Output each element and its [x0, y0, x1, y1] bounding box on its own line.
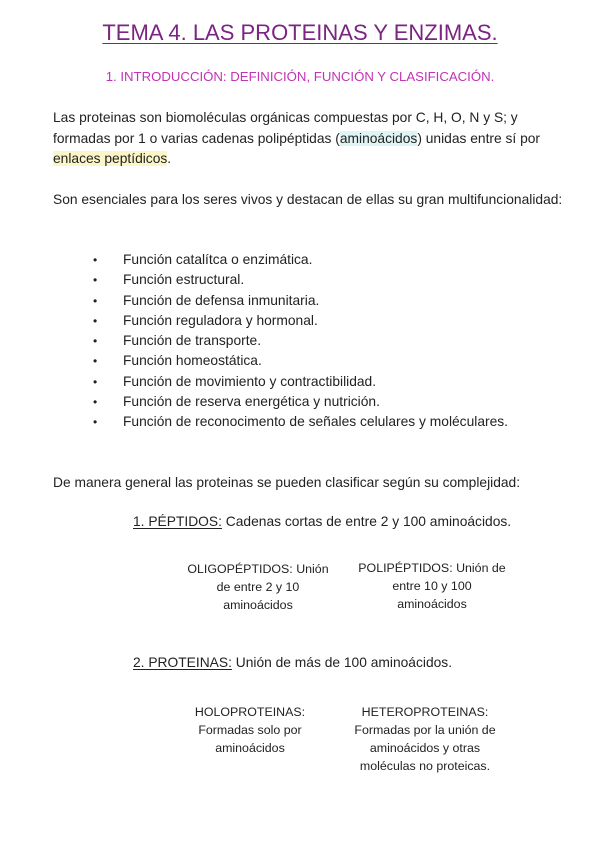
multi-text-a: Son esenciales para los seres vivos y destacan de ellas su gran — [53, 192, 448, 207]
highlight-aminoacidos: aminoácidos — [339, 130, 418, 146]
classification-intro: De manera general las proteinas se pueden clasificar según su complejidad: — [53, 475, 521, 490]
multi-text-b: : — [558, 192, 563, 207]
proteins-heading — [133, 655, 452, 670]
multifunction-paragraph — [53, 190, 565, 211]
intro-paragraph — [53, 108, 565, 170]
bullet-icon: • — [93, 334, 98, 349]
list-item — [0, 331, 508, 351]
polipeptides-line3: aminoácidos — [397, 597, 467, 611]
function-text: Función de defensa inmunitaria. — [123, 292, 320, 308]
oligopeptides-line3: aminoácidos — [223, 598, 293, 612]
bullet-icon: • — [93, 374, 98, 389]
peptides-label: 1. PÉPTIDOS: — [133, 514, 222, 529]
oligopeptides-line2: de entre 2 y 10 — [216, 580, 300, 594]
list-item — [0, 291, 508, 311]
function-text: Función de reserva energética y nutrición. — [123, 394, 380, 410]
oligopeptides-label: OLIGOPÉPTIDOS: — [187, 562, 293, 576]
holoproteins-line3: aminoácidos — [215, 741, 285, 755]
list-item — [0, 351, 508, 371]
list-item — [0, 270, 508, 290]
bullet-icon: • — [93, 253, 98, 267]
bullet-icon: • — [93, 395, 98, 410]
page-title: TEMA 4. LAS PROTEINAS Y ENZIMAS. — [102, 20, 498, 45]
polipeptides-line1 — [342, 559, 522, 577]
heteroproteins-line3: aminoácidos y otras — [369, 741, 481, 755]
intro-text-c: . — [167, 151, 172, 166]
oligopeptides-text1: Unión — [292, 562, 329, 576]
list-item — [0, 392, 508, 412]
bullet-icon: • — [93, 313, 98, 328]
list-item — [0, 311, 508, 331]
function-text: Función de movimiento y contractibilidad. — [123, 373, 377, 389]
function-text: Función homeostática. — [123, 353, 262, 369]
function-text: Función reguladora y hormonal. — [123, 312, 318, 328]
oligopeptides-line1 — [168, 560, 348, 578]
heteroproteins-label: HETEROPROTEINAS: — [361, 705, 489, 719]
intro-text-a: Las proteinas son biomoléculas orgánicas compuestas por C, H, O, N y S; y formadas por 1 o varias cadenas polipéptidas ( — [53, 110, 518, 146]
proteins-text: Unión de más de 100 aminoácidos. — [231, 655, 453, 670]
proteins-label: 2. PROTEINAS: — [133, 655, 232, 670]
peptides-heading — [133, 514, 511, 529]
function-text: Función catalítca o enzimática. — [123, 252, 313, 267]
polipeptides-box — [342, 559, 522, 613]
multi-keyword: multifuncionalidad — [447, 192, 559, 207]
intro-text-b: ) unidas entre sí por — [417, 130, 541, 146]
polipeptides-text1: Unión de — [452, 561, 506, 575]
bullet-icon: • — [93, 293, 98, 308]
list-item — [0, 372, 508, 392]
polipeptides-line2: entre 10 y 100 — [392, 579, 472, 593]
holoproteins-line2: Formadas solo por — [198, 723, 302, 737]
list-item — [0, 412, 508, 432]
holoproteins-label: HOLOPROTEINAS: — [194, 705, 306, 719]
oligopeptides-box — [168, 560, 348, 614]
bullet-icon: • — [93, 273, 98, 288]
polipeptides-label: POLIPÉPTIDOS: — [358, 561, 453, 575]
holoproteins-box — [160, 703, 340, 757]
function-text: Función estructural. — [123, 272, 245, 288]
section-subtitle: 1. INTRODUCCIÓN: DEFINICIÓN, FUNCIÓN Y CLASIFICACIÓN. — [105, 69, 495, 84]
function-list — [0, 250, 508, 433]
function-text: Función de reconocimento de señales celulares y moléculares. — [123, 414, 508, 430]
bullet-icon: • — [93, 415, 98, 430]
bullet-icon: • — [93, 354, 98, 369]
heteroproteins-box — [335, 703, 515, 775]
highlight-enlaces: enlaces peptídicos — [53, 151, 168, 166]
heteroproteins-line2: Formadas por la unión de — [354, 723, 496, 737]
peptides-text: Cadenas cortas de entre 2 y 100 aminoácidos. — [221, 514, 512, 529]
list-item — [0, 250, 508, 270]
function-text: Función de transporte. — [123, 333, 262, 349]
heteroproteins-line4: moléculas no proteicas. — [359, 759, 491, 773]
